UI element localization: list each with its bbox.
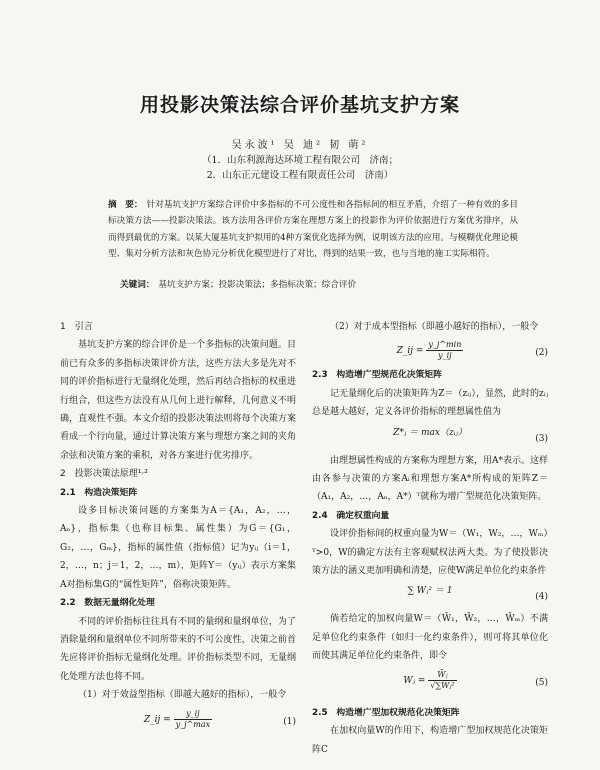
eq-body: ∑ Wⱼ² ＝ 1 bbox=[407, 586, 453, 597]
left-column bbox=[60, 318, 296, 735]
eq-denominator: y_j^max bbox=[175, 719, 211, 729]
eq-lhs: Z_ij = bbox=[143, 714, 171, 725]
equation-2 bbox=[312, 336, 548, 366]
paragraph: 设评价指标间的权重向量为W＝（W₁，W₂，…，Wₘ）ᵀ>0，W的确定方法有主客观赋权法两大类。为了使投影决策方法的涵义更加明确和清楚，应使W满足单位化约束条件 bbox=[312, 529, 548, 577]
equation-4 bbox=[312, 580, 548, 610]
paragraph: 基坑支护方案的综合评价是一个多指标的决策问题。目前已有众多的多指标决策评价方法，这些方法大多是先对不同的评价指标进行无量纲化处理，然后再结合指标的权重进行组合，但这些方法没有从几何上进行解释，几何意义不明确，直观性不强。本文介绍的投影决策法则将每个决策方案看成一个行向量，通过计算决策方案与理想方案之间的夹角余弦和决策方案的乘积，对各方案进行优劣排序。 bbox=[60, 340, 296, 461]
eq-numerator: y_j^min bbox=[428, 340, 462, 350]
subsection-heading: 2.3 构造增广型规范化决策矩阵 bbox=[312, 370, 442, 381]
equation-number: (3) bbox=[535, 433, 548, 444]
equation-number: (2) bbox=[535, 348, 548, 359]
paragraph: 不同的评价指标往往具有不同的量纲和量纲单位，为了消除量纲和量纲单位不同所带来的不可公度性，决策之前首先应将评价指标无量纲化处理。评价指标类型不同，无量纲化处理方法也将不同。 bbox=[60, 616, 296, 682]
affiliation-1: （1．山东利源海达环境工程有限公司 济南； bbox=[201, 155, 399, 166]
eq-body: Z*ⱼ ＝ max（zᵢⱼ） bbox=[393, 427, 467, 438]
subsection-heading: 2.1 构造决策矩阵 bbox=[60, 487, 138, 498]
abstract bbox=[108, 197, 518, 263]
paragraph: 由理想属性构成的方案称为理想方案，用A*表示。这样由各参与决策的方案Aᵢ和理想方案A*所构成的矩阵Z＝（A₁，A₂，…，Aₙ，A*）ᵀ就称为增广型规范化决策矩阵。 bbox=[312, 455, 549, 503]
keywords-label: 关键词： bbox=[120, 280, 155, 290]
equation-number: (5) bbox=[535, 677, 548, 688]
paragraph: 在加权向量W的作用下，构造增广型加权规范化决策矩阵C bbox=[312, 726, 548, 755]
subsection-heading: 2.5 构造增广型加权规范化决策矩阵 bbox=[312, 707, 460, 718]
eq-lhs: Z_ij = bbox=[396, 346, 424, 357]
keywords-text: 基坑支护方案；投影决策法；多指标决策；综合评价 bbox=[158, 280, 357, 290]
affiliation-2: 2．山东正元建设工程有限责任公司 济南） bbox=[206, 170, 394, 181]
subsection-heading: 2.2 数据无量纲化处理 bbox=[60, 598, 155, 609]
equation-1 bbox=[60, 705, 296, 735]
eq-numerator: y_ij bbox=[174, 709, 213, 720]
eq-lhs: Wⱼ = bbox=[403, 675, 426, 686]
section-heading: 1 引言 bbox=[60, 322, 93, 332]
paragraph: 设多目标决策问题的方案集为A＝{A₁，A₂，…，Aₙ}，指标集（也称目标集、属性集）为G＝{G₁，G₂，…，Gₘ}，指标的属性值（指标值）记为yᵢⱼ（i＝1，2，…，n；j＝1，2，…，m），矩阵Y＝（yᵢⱼ）表示方案集A对指标集G的“属性矩阵”，俗称决策矩阵。 bbox=[60, 506, 296, 590]
subsection-heading: 2.4 确定权重向量 bbox=[312, 510, 390, 521]
keywords bbox=[120, 278, 520, 290]
paragraph: （1）对于效益型指标（即越大越好的指标），一般令 bbox=[78, 690, 287, 701]
equation-5 bbox=[312, 666, 548, 704]
section-heading: 2 投影决策法原理¹·² bbox=[60, 469, 148, 480]
paragraph: 记无量纲化后的决策矩阵为Z＝（zᵢⱼ），显然，此时的zᵢⱼ总是越大越好，定义各评价指标的理想属性值为 bbox=[312, 388, 548, 418]
equation-number: (1) bbox=[283, 716, 296, 727]
eq-numerator: W̄ⱼ bbox=[428, 670, 456, 681]
eq-denominator: √∑W̄ⱼ² bbox=[430, 680, 455, 690]
paragraph: （2）对于成本型指标（即越小越好的指标），一般令 bbox=[330, 322, 539, 332]
right-column bbox=[312, 318, 548, 759]
equation-3 bbox=[312, 422, 548, 452]
abstract-text: 针对基坑支护方案综合评价中多指标的不可公度性和各指标间的相互矛盾，介绍了一种有效的多目标决策方法——投影决策法。该方法用各评价方案在理想方案上的投影作为评价依据进行方案优劣排序，从而得到最优的方案。以某大厦基坑支护拟用的4种方案优化选择为例，说明该方法的应用。与模糊优化理论模型、集对分析方法和灰色协元分析优化模型进行了对比，得到的结果一致，也与当地的施工实际相符。 bbox=[108, 200, 518, 260]
equation-number: (4) bbox=[535, 592, 548, 603]
author-line: 吴永波¹ 吴 迪² 韧 萌² bbox=[231, 140, 369, 151]
paper-title: 用投影决策法综合评价基坑支护方案 bbox=[139, 94, 460, 116]
paragraph: 倘若给定的加权向量W＝（W̄₁，W̄₂，…，W̄ₘ）不满足单位化约束条件（如归一化约束条件），则可将其单位化而使其满足单位化约束条件，即令 bbox=[312, 614, 548, 662]
eq-denominator: y_ij bbox=[438, 351, 452, 361]
abstract-label: 摘 要： bbox=[108, 200, 143, 210]
